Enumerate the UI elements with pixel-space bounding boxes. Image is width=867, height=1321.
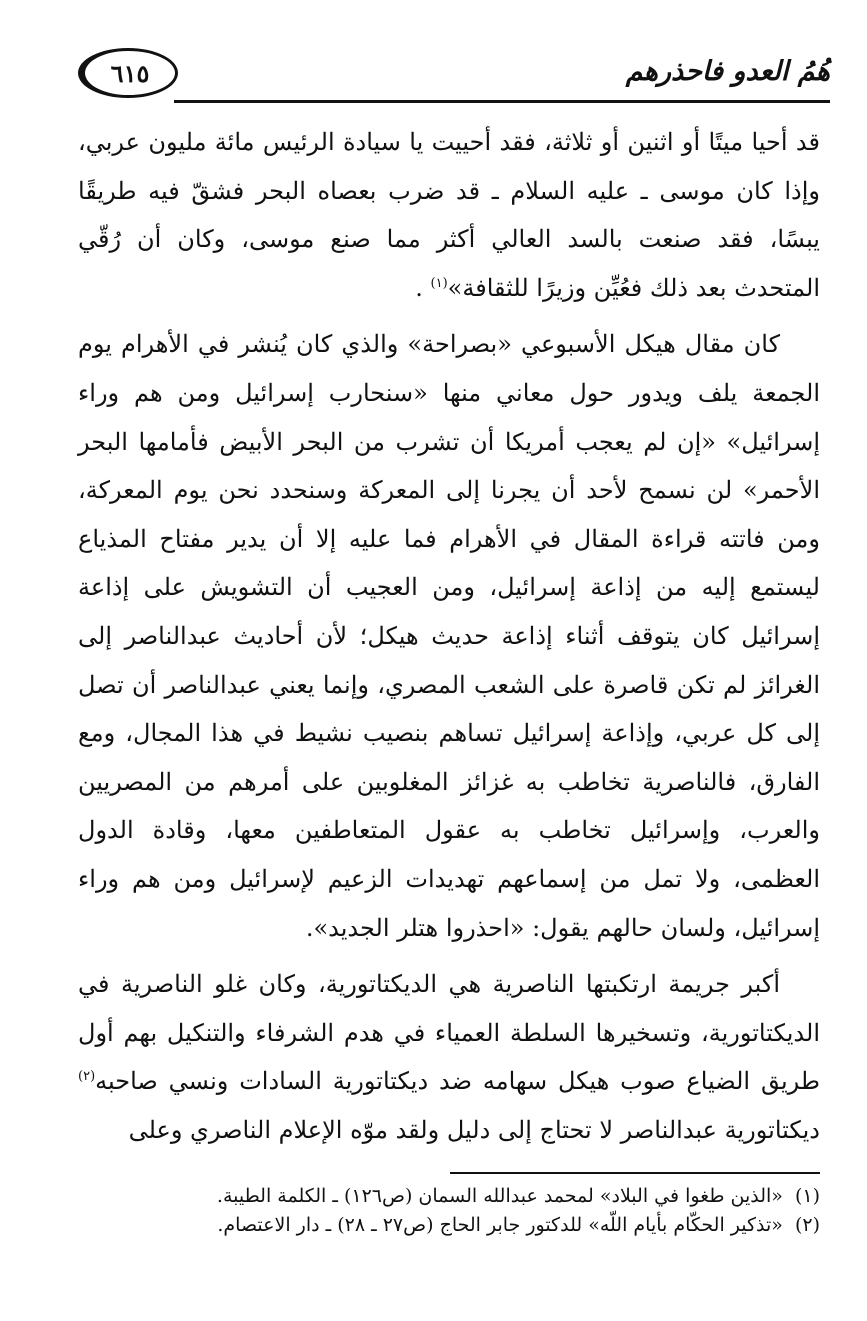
footnotes <box>90 1182 820 1240</box>
paragraph-2: كان مقال هيكل الأسبوعي «بصراحة» والذي كان يُنشر في الأهرام يوم الجمعة يلف ويدور حول معاني منها «سنحارب إسرائيل ومن هم وراء إسرائيل» «إن لم يعجب أمريكا أن تشرب من البحر الأبيض فأمامها البحر الأحمر» لن نسمح لأحد أن يجرنا إلى المعركة وسنحدد نحن يوم المعركة، ومن فاتته قراءة المقال في الأهرام فما عليه إلا أن يدير مفتاح المذياع ليستمع إليه من إذاعة إسرائيل، ومن العجيب أن التشويش على إذاعة إسرائيل كان يتوقف أثناء إذاعة حديث هيكل؛ لأن أحاديث عبدالناصر إلى الغرائز لم تكن قاصرة على الشعب المصري، وإنما يعني عبدالناصر أن تصل إلى كل عربي، وإذاعة إسرائيل تساهم بنصيب نشيط في هذا المجال، ومع الفارق، فالناصرية تخاطب به غزائز المغلوبين على أمرهم من المصريين والعرب، وإسرائيل تخاطب به عقول المتعاطفين معها، وقادة الدول العظمى، ولا تمل من إسماعهم تهديدات الزعيم لإسرائيل ومن هم وراء إسرائيل، ولسان حالهم يقول: «احذروا هتلر الجديد». <box>78 330 821 942</box>
footnote-1-text: «الذين طغوا في البلاد» لمحمد عبدالله السمان (ص١٢٦) ـ الكلمة الطيبة. <box>216 1185 783 1207</box>
page-header <box>78 38 830 108</box>
footnote-2-text: «تذكير الحكّام بأيام اللّه» للدكتور جابر الحاج (ص٢٧ ـ ٢٨) ـ دار الاعتصام. <box>217 1214 783 1236</box>
header-rule <box>174 100 830 103</box>
paragraph-1-text: قد أحيا ميتًا أو اثنين أو ثلاثة، فقد أحييت يا سيادة الرئيس مائة مليون عربي، وإذا كان موسى ـ عليه السلام ـ قد ضرب بعصاه البحر فشقّ فيه طريقًا يبسًا، فقد صنعت بالسد العالي أكثر مما صنع موسى، وكان أن رُقّي المتحدث بعد ذلك فعُيِّن وزيرًا للثقافة» <box>78 128 820 302</box>
footnote-1 <box>90 1182 820 1211</box>
page-number <box>78 48 178 98</box>
running-title: هُمُ العدو فاحذرهم <box>625 56 830 87</box>
footnote-ref-2: (٢) <box>78 1069 96 1085</box>
body-text <box>78 118 820 1154</box>
footnote-rule <box>450 1172 820 1174</box>
footnote-1-number: (١) <box>794 1185 820 1207</box>
paragraph-3 <box>78 960 820 1154</box>
paragraph-1-tail: . <box>415 273 431 302</box>
paragraph-1 <box>78 118 820 312</box>
paragraph-3-text: أكبر جريمة ارتكبتها الناصرية هي الديكتاتورية، وكان غلو الناصرية في الديكتاتورية، وتسخيرها السلطة العمياء في هدم الشرفاء والتنكيل بهم أول طريق الضياع صوب هيكل سهامه ضد ديكتاتورية السادات ونسي صاحبه <box>78 970 820 1096</box>
footnote-2-number: (٢) <box>794 1214 820 1236</box>
paragraph-3-tail: ديكتاتورية عبدالناصر لا تحتاج إلى دليل ولقد موّه الإعلام الناصري وعلى <box>128 1115 820 1144</box>
footnote-2 <box>90 1211 820 1240</box>
page-number-text: ٦١٥ <box>110 58 150 88</box>
footnote-ref-1: (١) <box>430 275 448 291</box>
